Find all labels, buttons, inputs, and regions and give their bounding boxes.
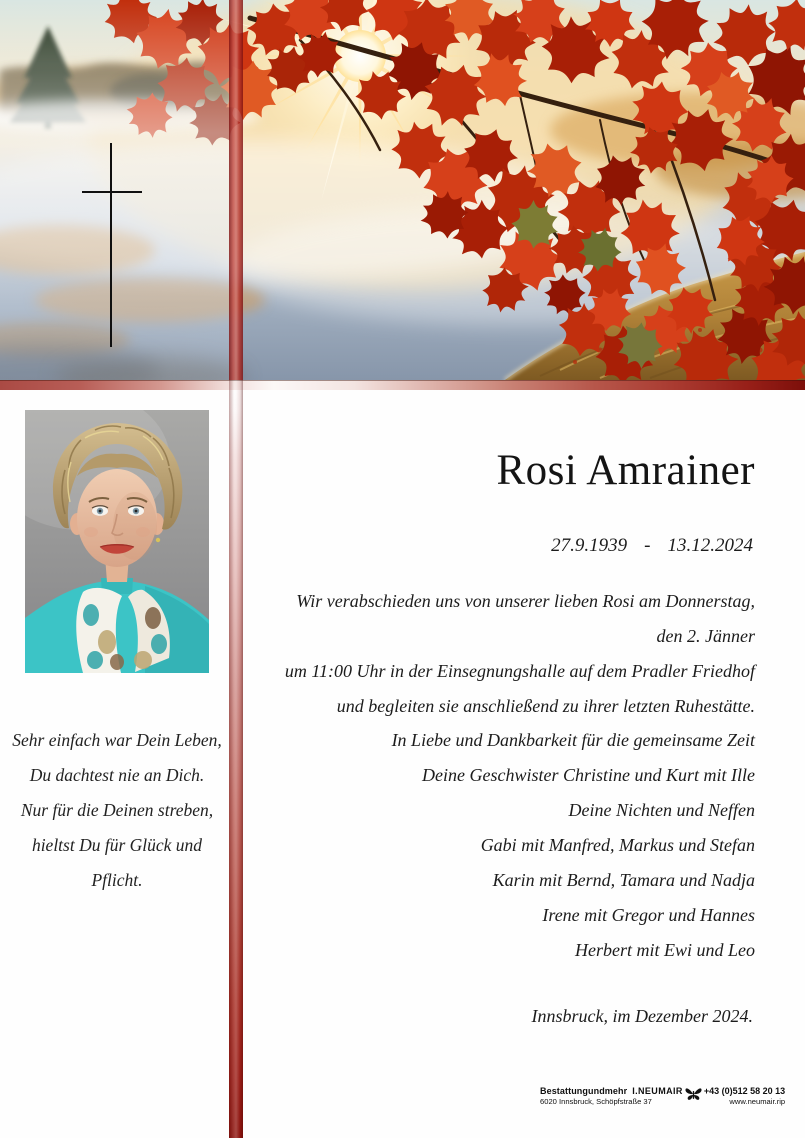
dates-separator: -: [644, 535, 651, 556]
mourner-line: Gabi mit Manfred, Markus und Stefan: [480, 835, 755, 855]
vertical-red-stripe: [229, 380, 243, 1138]
announcement-line: Wir verabschieden uns von unserer lieben Rosi am Donnerstag, den 2. Jänner: [296, 591, 755, 646]
poem-line: hieltst Du für Glück und Pflicht.: [31, 835, 203, 890]
deceased-name: Rosi Amrainer: [496, 447, 755, 494]
header-photo: [0, 0, 805, 380]
poem-line: Nur für die Deinen streben,: [20, 800, 214, 820]
poem-line: Du dachtest nie an Dich.: [29, 765, 205, 785]
mourner-line: Deine Nichten und Neffen: [568, 800, 755, 820]
mourner-line: Karin mit Bernd, Tamara und Nadja: [492, 870, 755, 890]
poem-line: Sehr einfach war Dein Leben,: [12, 730, 222, 750]
portrait-photo: [25, 410, 209, 673]
announcement-line: und begleiten sie anschließend zu ihrer letzten Ruhestätte.: [336, 696, 755, 716]
announcement-line: um 11:00 Uhr in der Einsegnungshalle auf dem Pradler Friedhof: [284, 661, 755, 681]
funeral-home-name: [540, 1086, 683, 1096]
funeral-home-footer: [540, 1086, 786, 1106]
vertical-red-stripe-top: [229, 0, 243, 380]
mourners-list: [255, 723, 755, 968]
funeral-home-brand: I.NEUMAIR: [632, 1086, 683, 1096]
funeral-home-name-text: Bestattungundmehr: [540, 1086, 628, 1096]
closing-line: Innsbruck, im Dezember 2024.: [531, 1006, 753, 1026]
mourner-line: Herbert mit Ewi und Leo: [575, 940, 755, 960]
funeral-home-address: 6020 Innsbruck, Schöpfstraße 37: [540, 1097, 652, 1106]
life-dates: [551, 535, 753, 557]
funeral-home-identity: [540, 1086, 683, 1106]
mourner-line: Irene mit Gregor und Hannes: [542, 905, 755, 925]
butterfly-icon: [685, 1087, 702, 1102]
divider-band: [0, 380, 805, 390]
funeral-home-contact: [704, 1086, 785, 1106]
announcement-text: [275, 584, 755, 724]
funeral-home-phone: +43 (0)512 58 20 13: [703, 1086, 786, 1096]
funeral-home-website: www.neumair.rip: [729, 1097, 786, 1106]
mourner-line: Deine Geschwister Christine und Kurt mit Ille: [422, 765, 755, 785]
birth-date: 27.9.1939: [551, 535, 628, 556]
death-date: 13.12.2024: [667, 535, 753, 556]
mourner-line: In Liebe und Dankbarkeit für die gemeinsame Zeit: [391, 730, 755, 750]
memorial-poem: [8, 723, 226, 898]
